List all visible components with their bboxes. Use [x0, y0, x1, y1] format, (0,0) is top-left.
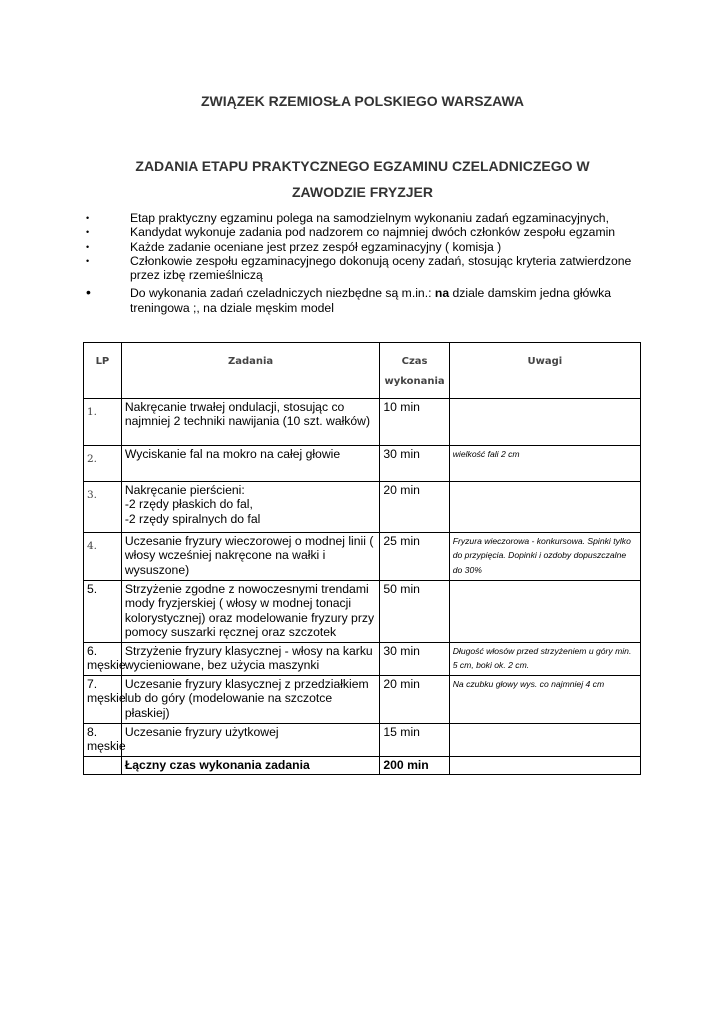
- row-notes: [449, 399, 640, 446]
- list-item: • Członkowie zespołu egzaminacyjnego dokonują oceny zadań, stosując kryteria zatwierdzone przez izbę rzemieślniczą: [86, 253, 632, 283]
- row-time: 20 min: [380, 482, 449, 533]
- table-row: [84, 399, 641, 446]
- row-notes: [449, 581, 640, 643]
- row-task: Uczesanie fryzury klasycznej z przedziałkiem lub do góry (modelowanie na szczotce płaskiej): [121, 676, 380, 724]
- table-row: [84, 581, 641, 643]
- row-task: Nakręcanie pierścieni: -2 rzędy płaskich do fal, -2 rzędy spiralnych do fal: [121, 482, 380, 533]
- table-row: [84, 643, 641, 676]
- row-lp: 6. męskie: [84, 643, 122, 676]
- row-notes: Na czubku głowy wys. co najmniej 4 cm: [449, 676, 640, 724]
- row-time: 30 min: [380, 446, 449, 482]
- bullet-icon: •: [86, 255, 90, 266]
- row-lp: 3.: [84, 482, 122, 533]
- total-lp: [84, 757, 122, 775]
- row-lp: 7. męskie: [84, 676, 122, 724]
- header-notes: Uwagi: [449, 343, 640, 399]
- row-task: Strzyżenie fryzury klasycznej - włosy na karku wycieniowane, bez użycia maszynki: [121, 643, 380, 676]
- row-time: 20 min: [380, 676, 449, 724]
- list-item: • Każde zadanie oceniane jest przez zespół egzaminacyjny ( komisja ): [86, 239, 502, 254]
- table-row: [84, 482, 641, 533]
- list-item: • Etap praktyczny egzaminu polega na samodzielnym wykonaniu zadań egzaminacyjnych,: [86, 211, 609, 225]
- requirements-list: [86, 211, 646, 315]
- row-lp: 1.: [84, 399, 122, 446]
- table-header-row: [84, 343, 641, 399]
- row-task: Strzyżenie zgodne z nowoczesnymi trendami mody fryzjerskiej ( włosy w modnej tonacji kolorystycznej) oraz modelowanie fryzury przy pomocy suszarki ręcznej oraz szczotek: [121, 581, 380, 643]
- row-time: 10 min: [380, 399, 449, 446]
- table-row: [84, 533, 641, 581]
- row-task: Nakręcanie trwałej ondulacji, stosując co najmniej 2 techniki nawijania (10 szt. wałków): [121, 399, 380, 446]
- row-time: 50 min: [380, 581, 449, 643]
- table-row: [84, 446, 641, 482]
- row-notes: Fryzura wieczorowa - konkursowa. Spinki tylko do przypięcia. Dopinki i ozdoby dopuszczalne do 30%: [449, 533, 640, 581]
- row-time: 15 min: [380, 724, 449, 757]
- header-time: Czas wykonania: [380, 343, 449, 399]
- table-row: [84, 724, 641, 757]
- row-notes: wielkość fali 2 cm: [449, 446, 640, 482]
- row-lp: 2.: [84, 446, 122, 482]
- tasks-table: [83, 342, 641, 775]
- total-time: 200 min: [380, 757, 449, 775]
- row-notes: Długość włosów przed strzyżeniem u góry min. 5 cm, boki ok. 2 cm.: [449, 643, 640, 676]
- bullet-icon: •: [86, 241, 90, 252]
- header-task: Zadania: [121, 343, 380, 399]
- bullet-icon: •: [86, 227, 90, 238]
- row-task: Wyciskanie fal na mokro na całej głowie: [121, 446, 380, 482]
- row-notes: [449, 724, 640, 757]
- bullet-icon: •: [86, 213, 90, 223]
- header-lp: LP: [84, 343, 122, 399]
- row-notes: [449, 482, 640, 533]
- total-row: [84, 757, 641, 775]
- row-time: 30 min: [380, 643, 449, 676]
- table-row: [84, 676, 641, 724]
- total-notes: [449, 757, 640, 775]
- row-lp: 4.: [84, 533, 122, 581]
- row-lp: 5.: [84, 581, 122, 643]
- bullet-icon: •: [86, 284, 91, 301]
- total-label: Łączny czas wykonania zadania: [121, 757, 380, 775]
- list-item: • Do wykonania zadań czeladniczych niezbędne są m.in.: na dziale damskim jedna główka treningowa ;, na dziale męskim model: [86, 284, 612, 315]
- row-time: 25 min: [380, 533, 449, 581]
- row-task: Uczesanie fryzury wieczorowej o modnej linii ( włosy wcześniej nakręcone na wałki i wysuszone): [121, 533, 380, 581]
- document-title: ZADANIA ETAPU PRAKTYCZNEGO EGZAMINU CZELADNICZEGO W ZAWODZIE FRYZJER: [135, 158, 590, 200]
- list-item: • Kandydat wykonuje zadania pod nadzorem co najmniej dwóch członków zespołu egzamin: [86, 225, 616, 240]
- row-task: Uczesanie fryzury użytkowej: [121, 724, 380, 757]
- row-lp: 8. męskie: [84, 724, 122, 757]
- organization-title: ZWIĄZEK RZEMIOSŁA POLSKIEGO WARSZAWA: [200, 93, 525, 109]
